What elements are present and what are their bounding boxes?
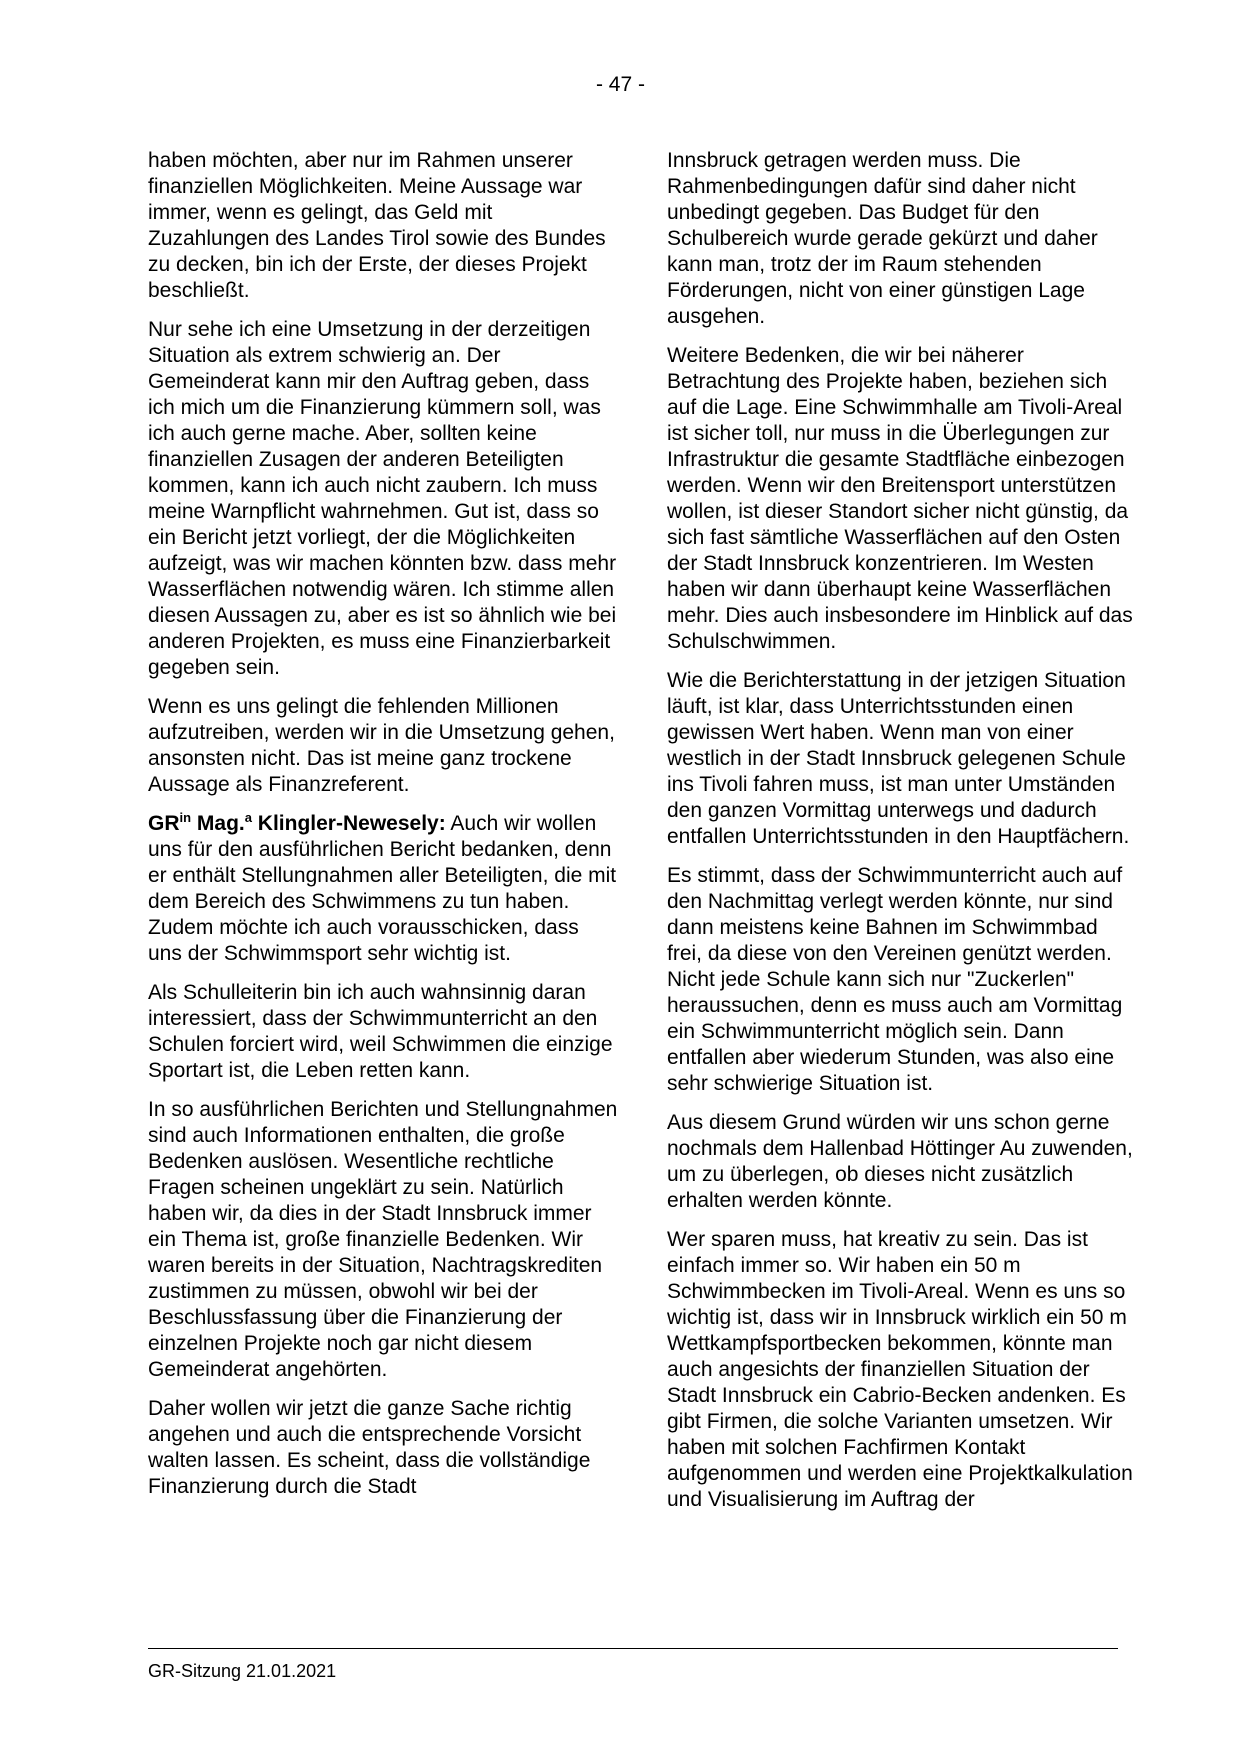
paragraph: Nur sehe ich eine Umsetzung in der derzeitigen Situation als extrem schwierig an. Der Gemeinderat kann mir den Auftrag geben, dass ich mich um die Finanzierung kümmern soll, was ich auch gerne mache. Aber, sollten keine finanziellen Zusagen der anderen Beteiligten kommen, kann ich auch nicht zaubern. Ich muss meine Warnpflicht wahrnehmen. Gut ist, dass so ein Bericht jetzt vorliegt, der die Möglichkeiten aufzeigt, was wir machen könnten bzw. dass mehr Wasserflächen notwendig wären. Ich stimme allen diesen Aussagen zu, aber es ist so ähnlich wie bei anderen Projekten, es muss eine Finanzierbarkeit gegeben sein.: [148, 318, 617, 679]
speaker-prefix: GR: [148, 812, 180, 835]
page-number: - 47 -: [595, 73, 645, 96]
paragraph: Innsbruck getragen werden muss. Die Rahmenbedingungen dafür sind daher nicht unbedingt gegeben. Das Budget für den Schulbereich wurde gerade gekürzt und daher kann man, trotz der im Raum stehenden Förderungen, nicht von einer günstigen Lage ausgehen.: [667, 149, 1098, 328]
paragraph: In so ausführlichen Berichten und Stellungnahmen sind auch Informationen enthalten, die große Bedenken auslösen. Wesentliche rechtliche Fragen scheinen ungeklärt zu sein. Natürlich haben wir, da dies in der Stadt Innsbruck immer ein Thema ist, große finanzielle Bedenken. Wir waren bereits in der Situation, Nachtragskrediten zustimmen zu müssen, obwohl wir bei der Beschlussfassung über die Finanzierung der einzelnen Projekte noch gar nicht diesem Gemeinderat angehörten.: [148, 1098, 618, 1381]
speaker-surname: Klingler-Newesely:: [251, 812, 446, 835]
right-column: [667, 148, 1137, 1526]
paragraph: Wer sparen muss, hat kreativ zu sein. Das ist einfach immer so. Wir haben ein 50 m Schwimmbecken im Tivoli-Areal. Wenn es uns so wichtig ist, dass wir in Innsbruck wirklich ein 50 m Wettkampfsportbecken bekommen, könnte man auch angesichts der finanziellen Situation der Stadt Innsbruck ein Cabrio-Becken andenken. Es gibt Firmen, die solche Varianten umsetzen. Wir haben mit solchen Fachfirmen Kontakt aufgenommen und werden eine Projektkalkulation und Visualisierung im Auftrag der: [667, 1228, 1133, 1511]
speaker-title-sup: a: [244, 810, 252, 825]
left-column: [148, 148, 618, 1513]
speaker-name: [148, 812, 446, 835]
speaker-title: Mag.: [191, 812, 245, 835]
footer-session-date: GR-Sitzung 21.01.2021: [148, 1661, 337, 1681]
paragraph: Als Schulleiterin bin ich auch wahnsinnig daran interessiert, dass der Schwimmunterricht an den Schulen forciert wird, weil Schwimmen die einzige Sportart ist, die Leben retten kann.: [148, 981, 613, 1082]
paragraph: Aus diesem Grund würden wir uns schon gerne nochmals dem Hallenbad Höttinger Au zuwenden, um zu überlegen, ob dieses nicht zusätzlich erhalten werden könnte.: [667, 1111, 1133, 1212]
speaker-paragraph: [148, 811, 618, 967]
paragraph: haben möchten, aber nur im Rahmen unserer finanziellen Möglichkeiten. Meine Aussage war immer, wenn es gelingt, das Geld mit Zuzahlungen des Landes Tirol sowie des Bundes zu decken, bin ich der Erste, der dieses Projekt beschließt.: [148, 149, 606, 302]
speaker-statement: Auch wir wollen uns für den ausführlichen Bericht bedanken, denn er enthält Stellungnahmen aller Beteiligten, die mit dem Bereich des Schwimmens zu tun haben. Zudem möchte ich auch vorausschicken, dass uns der Schwimmsport sehr wichtig ist.: [148, 812, 617, 965]
paragraph: Es stimmt, dass der Schwimmunterricht auch auf den Nachmittag verlegt werden könnte, nur sind dann meistens keine Bahnen im Schwimmbad frei, da diese von den Vereinen genützt werden. Nicht jede Schule kann sich nur "Zuckerlen" heraussuchen, denn es muss auch am Vormittag ein Schwimmunterricht möglich sein. Dann entfallen aber wiederum Stunden, was also eine sehr schwierige Situation ist.: [667, 864, 1123, 1095]
paragraph: Wie die Berichterstattung in der jetzigen Situation läuft, ist klar, dass Unterrichtsstunden einen gewissen Wert haben. Wenn man von einer westlich in der Stadt Innsbruck gelegenen Schule ins Tivoli fahren muss, ist man unter Umständen den ganzen Vormittag unterwegs und dadurch entfallen Unterrichtsstunden in den Hauptfächern.: [667, 669, 1130, 848]
footer-divider: [148, 1648, 1118, 1649]
paragraph: Wenn es uns gelingt die fehlenden Millionen aufzutreiben, werden wir in die Umsetzung gehen, ansonsten nicht. Das ist meine ganz trockene Aussage als Finanzreferent.: [148, 695, 615, 796]
paragraph: Weitere Bedenken, die wir bei näherer Betrachtung des Projekte haben, beziehen sich auf die Lage. Eine Schwimmhalle am Tivoli-Areal ist sicher toll, nur muss in die Überlegungen zur Infrastruktur die gesamte Stadtfläche einbezogen werden. Wenn wir den Breitensport unterstützen wollen, ist dieser Standort sicher nicht günstig, da sich fast sämtliche Wasserflächen auf den Osten der Stadt Innsbruck konzentrieren. Im Westen haben wir dann überhaupt keine Wasserflächen mehr. Dies auch insbesondere im Hinblick auf das Schulschwimmen.: [667, 344, 1133, 653]
paragraph: Daher wollen wir jetzt die ganze Sache richtig angehen und auch die entsprechende Vorsicht walten lassen. Es scheint, dass die vollständige Finanzierung durch die Stadt: [148, 1397, 591, 1498]
speaker-prefix-sup: in: [179, 810, 192, 825]
